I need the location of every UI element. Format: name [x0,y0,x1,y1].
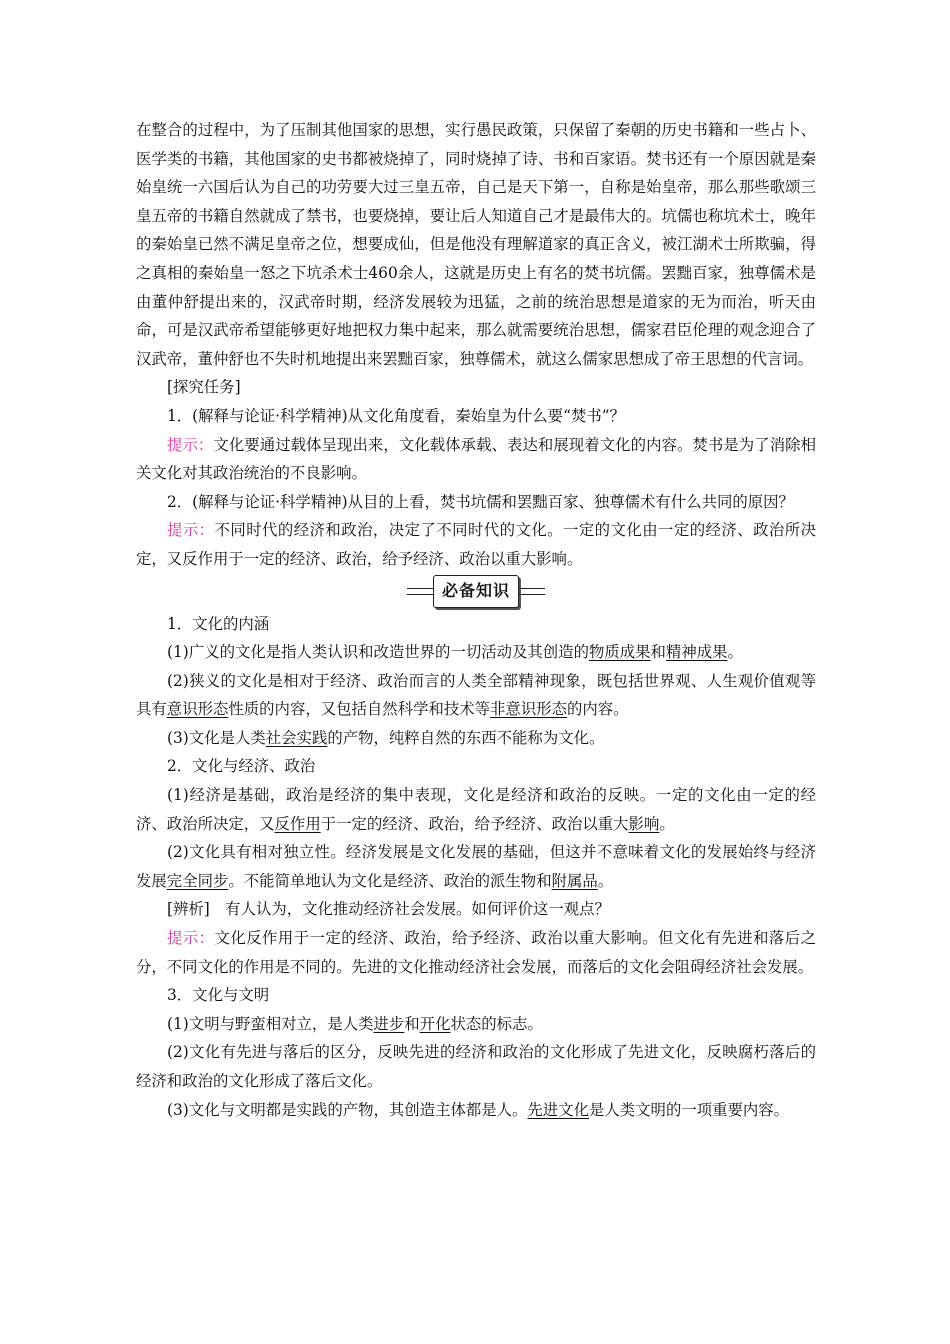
key-term: 进步 [373,1014,405,1033]
key-term: 反作用 [274,814,321,833]
section-2-title: 2．文化与经济、政治 [167,757,316,776]
section-2-point-2: (2)文化具有相对独立性。经济发展是文化发展的基础，但这并不意味着文化的发展始终与经济发展完全同步。不能简单地认为文化是经济、政治的派生物和附属品。 [136,843,816,890]
answer-1 [136,431,816,488]
key-term: 社会实践 [265,728,328,747]
section-3-point-1: (1)文明与野蛮相对立，是人类进步和开化状态的标志。 [167,1014,543,1033]
answer-1-text: 文化要通过载体呈现出来，文化载体承载、表达和展现着文化的内容。焚书是为了消除相关文化对其政治统治的不良影响。 [136,435,816,483]
section-1-point-1: (1)广义的文化是指人类认识和改造世界的一切活动及其创造的物质成果和精神成果。 [167,643,743,662]
section-3-point-2: (2)文化有先进与落后的区分，反映先进的经济和政治的文化形成了先进文化，反映腐朽落后的经济和政治的文化形成了落后文化。 [136,1043,816,1090]
key-term: 完全同步 [166,871,229,890]
key-term: 开化 [419,1014,451,1033]
section-1-point-2: (2)狭义的文化是相对于经济、政治而言的人类全部精神现象，既包括世界观、人生观价值观等具有意识形态性质的内容，又包括自然科学和技术等非意识形态的内容。 [136,671,816,719]
hint-label: 提示： [167,435,214,454]
section-1-point-3: (3)文化是人类社会实践的产物，纯粹自然的东西不能称为文化。 [167,728,605,747]
section-3-point-3: (3)文化与文明都是实践的产物，其创造主体都是人。先进文化是人类文明的一项重要内容。 [167,1100,790,1119]
key-term: 物质成果 [588,643,651,662]
hint-label: 提示： [167,521,215,540]
answer-2-text: 不同时代的经济和政治，决定了不同时代的文化。一定的文化由一定的经济、政治所决定，又反作用于一定的经济、政治，给予经济、政治以重大影响。 [136,521,816,568]
question-2: 2．(解释与论证·科学精神)从目的上看，焚书坑儒和罢黜百家、独尊儒术有什么共同的原因？ [167,492,794,511]
key-term: 精神成果 [665,643,728,662]
document-body [136,116,816,1124]
banner-left-rule [407,588,433,595]
section-1-title: 1．文化的内涵 [167,614,270,633]
intro-paragraph: 在整合的过程中，为了压制其他国家的思想，实行愚民政策，只保留了秦朝的历史书籍和一些占卜、医学类的书籍，其他国家的史书都被烧掉了，同时烧掉了诗、书和百家语。焚书还有一个原因就是秦始皇统一六国后认为自己的功劳要大过三皇五帝，自己是天下第一，自称是始皇帝，那么那些歌颂三皇五帝的书籍自然就成了禁书，也要烧掉，要让后人知道自己才是最伟大的。坑儒也称坑术士，晚年的秦始皇已然不满足皇帝之位，想要成仙，但是他没有理解道家的真正含义，被江湖术士所欺骗，得之真相的秦始皇一怒之下坑杀术士460余人，这就是历史上有名的焚书坑儒。罢黜百家，独尊儒术是由董仲舒提出来的，汉武帝时期，经济发展较为迅猛，之前的统治思想是道家的无为而治，听天由命，可是汉武帝希望能够更好地把权力集中起来，那么就需要统治思想，儒家君臣伦理的观念迎合了汉武帝，董仲舒也不失时机地提出来罢黜百家，独尊儒术，就这么儒家思想成了帝王思想的代言词。 [136,121,816,368]
key-term: 非意识形态 [490,700,567,719]
section-2-point-1: (1)经济是基础，政治是经济的集中表现，文化是经济和政治的反映。一定的文化由一定的经济、政治所决定，又反作用于一定的经济、政治，给予经济、政治以重大影响。 [136,786,816,833]
banner-right-rule [519,588,545,595]
analysis-answer-text: 文化反作用于一定的经济、政治，给予经济、政治以重大影响。但文化有先进和落后之分，不同文化的作用是不同的。先进的文化推动经济社会发展，而落后的文化会阻碍经济社会发展。 [136,929,816,976]
inquiry-heading: [探究任务] [167,378,241,397]
section-3-title: 3．文化与文明 [167,986,270,1005]
key-term: 先进文化 [527,1100,589,1119]
key-term: 影响 [628,814,660,833]
section-banner [136,574,816,610]
analysis-question: [辨析] 有人认为，文化推动经济社会发展。如何评价这一观点？ [167,900,610,919]
question-1: 1．(解释与论证·科学精神)从文化角度看，秦始皇为什么要“焚书”？ [167,406,625,425]
key-term: 附属品 [551,871,598,890]
banner-title: 必备知识 [433,575,519,608]
key-term: 意识形态 [166,700,229,719]
answer-2 [136,516,816,573]
analysis-answer [136,924,816,981]
hint-label: 提示： [167,929,215,948]
